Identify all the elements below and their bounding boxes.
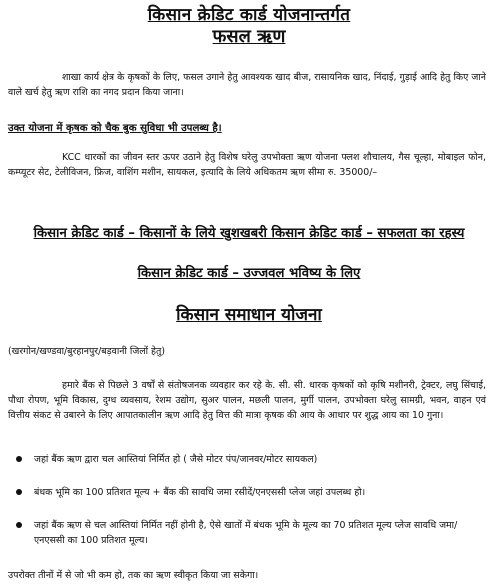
kcc-good-news-heading: किसान क्रेडिट कार्ड – किसानों के लिये खुशखबरी किसान क्रेडिट कार्ड – सफलता का रहस्य — [33, 226, 465, 241]
list-item-text: बंधक भूमि का 100 प्रतिशत मूल्य + बैंक की सावधि जमा रसीदें/एनएससी प्लेज जहां उपलब्ध हो। — [34, 487, 366, 498]
page-subtitle: फसल ऋण — [212, 26, 286, 47]
bullet-icon — [16, 522, 22, 528]
closing-note: उपरोक्त तीनों में से जो भी कम हो, तक का ऋण स्वीकृत किया जा सकेगा। — [8, 570, 259, 581]
bullet-icon — [16, 489, 22, 495]
consumer-loan-paragraph: KCC धारकों का जीवन स्तर ऊपर उठाने हेतु विशेष घरेलु उपभोक्ता ऋण योजना फ्लश शौचालय, गैस चूल्हा, मोबाइल फोन, कम्प्यूटर सेट, टेलीविजन, फ्रिज, वाशिंग मशीन, सायकल, इत्यादि के लिये अधिकतम ऋण सीमा रु. 35000/– — [8, 152, 486, 178]
security-bullet-list — [14, 452, 486, 566]
list-item-text: जहां बैंक ऋण द्वारा चल आस्तियां निर्मित हो ( जैसे मोटर पंप/जानवर/मोटर सायकल) — [34, 454, 318, 465]
cheque-book-heading: उक्त योजना में कृषक को चैक बुक सुविधा भी उपलब्ध है। — [8, 123, 222, 134]
list-item — [14, 452, 486, 467]
samadhan-paragraph: हमारे बैंक से पिछले 3 वर्षों से संतोषजनक व्यवहार कर रहे के. सी. सी. धारक कृषकों को कृषि मशीनरी, ट्रेक्टर, लघु सिंचाई, पौधा रोपण, भूमि विकास, दुग्ध व्यवसाय, रेशम उद्योग, सुअर पालन, मछली पालन, मुर्गी पालन, उपभोक्ता घरेलु सामग्री, भवन, वाहन एवं वित्तीय संकट से उबारने के लिए आपातकालीन ऋण आदि हेतु वित्त की मात्रा कृषक की आय के आधार पर शुद्ध आय का 10 गुना। — [8, 380, 486, 421]
crop-loan-paragraph: शाखा कार्य क्षेत्र के कृषकों के लिए, फसल उगाने हेतु आवश्यक खाद बीज, रासायनिक खाद, निंदाई, गुड़ाई आदि हेतु किए जाने वाले खर्च हेतु ऋण राशि का नगद प्रदान किया जाना। — [8, 72, 486, 98]
list-item — [14, 518, 486, 548]
samadhan-title: किसान समाधान योजना — [176, 305, 322, 325]
list-item — [14, 485, 486, 500]
list-item-text: जहां बैंक ऋण से चल आस्तियां निर्मित नहीं होनी है, ऐसे खातों में बंधक भूमि के मूल्य का 70 प्रतिशत मूल्य प्लेज सावधि जमा/एनएससी का 100 प्रतिशत मूल्य। — [34, 520, 458, 546]
page-title: किसान क्रेडिट कार्ड योजनान्तर्गत — [147, 5, 351, 25]
districts-note: (खरगोन/खण्डवा/बुरहानपुर/बड़वानी जिलों हेतु) — [8, 346, 166, 357]
bullet-icon — [16, 456, 22, 462]
kcc-future-heading: किसान क्रेडिट कार्ड – उज्जवल भविष्य के लिए — [137, 266, 361, 281]
